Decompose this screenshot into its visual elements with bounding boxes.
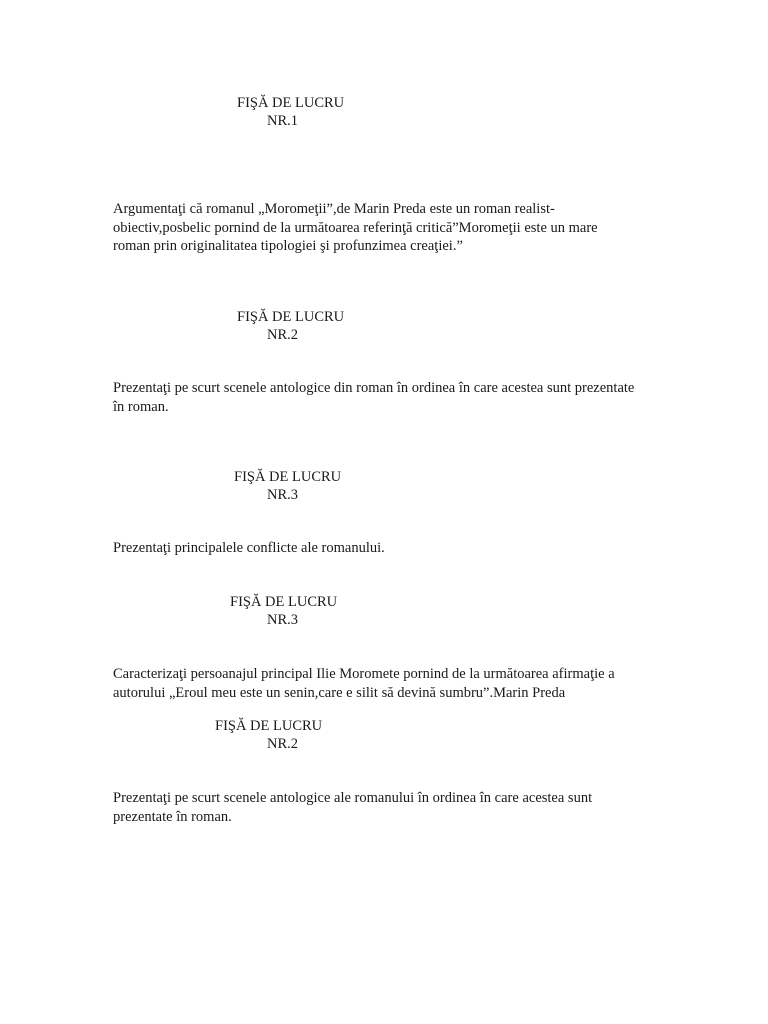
worksheet-number: NR.3 (267, 612, 299, 628)
worksheet-1-task (113, 200, 598, 256)
worksheet-title: FIŞĂ DE LUCRU (237, 95, 345, 111)
worksheet-2-task (113, 379, 634, 416)
worksheet-number: NR.3 (267, 487, 299, 503)
worksheet-title: FIŞĂ DE LUCRU (230, 594, 338, 610)
task-line: Prezentaţi pe scurt scenele antologice ale romanului în ordinea în care acestea sunt (113, 790, 593, 806)
worksheet-title: FIŞĂ DE LUCRU (215, 718, 323, 734)
task-line: roman prin originalitatea tipologiei şi profunzimea creaţiei.” (113, 238, 463, 254)
task-line: în roman. (113, 398, 169, 415)
task-line: Prezentaţi pe scurt scenele antologice din roman în ordinea în care acestea sunt prezentate (113, 380, 635, 396)
task-line: autorului „Eroul meu este un senin,care e silit să devină sumbru”.Marin Preda (113, 684, 566, 701)
worksheet-number: NR.2 (267, 736, 299, 752)
worksheet-title: FIŞĂ DE LUCRU (234, 469, 342, 485)
task-line: Caracterizaţi persoanajul principal Ilie Moromete pornind de la următoarea afirmaţie a (113, 666, 615, 682)
task-line: prezentate în roman. (113, 808, 232, 825)
task-line: Prezentaţi principalele conflicte ale romanului. (113, 540, 385, 556)
worksheet-title: FIŞĂ DE LUCRU (237, 309, 345, 325)
worksheet-number: NR.2 (267, 327, 299, 343)
worksheet-2-heading (237, 308, 344, 344)
worksheet-4-task (113, 665, 615, 702)
task-line: Argumentaţi că romanul „Moromeţii”,de Marin Preda este un roman realist- (113, 201, 555, 217)
worksheet-3-heading (234, 468, 341, 504)
worksheet-5-heading (215, 717, 322, 753)
worksheet-1-heading (237, 94, 344, 130)
worksheet-4-heading (230, 593, 337, 629)
worksheet-3-task (113, 539, 385, 558)
worksheet-5-task (113, 789, 592, 826)
worksheet-number: NR.1 (267, 113, 299, 129)
task-line: obiectiv,posbelic pornind de la următoarea referinţă critică”Moromeţii este un mare (113, 219, 598, 236)
